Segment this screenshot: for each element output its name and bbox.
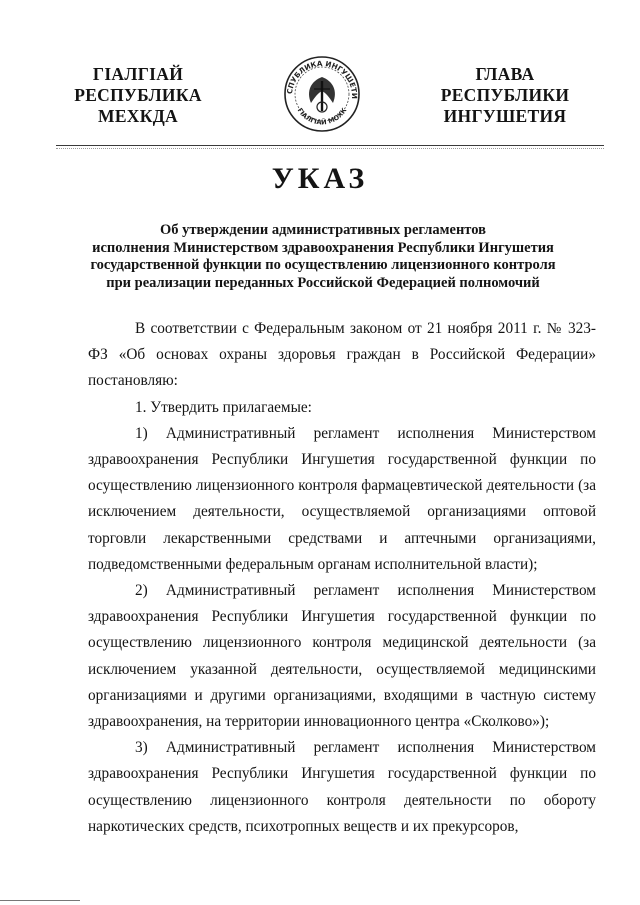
emblem-bottom-text: ГIАЛГIАЙ МОХК xyxy=(295,106,349,127)
document-title: УКАЗ xyxy=(271,162,369,195)
header-right-block xyxy=(420,64,590,127)
subitem-3-paragraph: 3) Административный регламент исполнения Министерством здравоохранения Республики Ингушетия государственной функции по осуществлению лицензионного контроля деятельности по обороту наркотических средств, психотропных веществ и их прекурсоров, xyxy=(88,739,596,835)
subitem-1-paragraph: 1) Административный регламент исполнения Министерством здравоохранения Республики Ингушетия государственной функции по осуществлению лицензионного контроля фармацевтической деятельности (за исключением деятельности, осуществляемой организациями оптовой торговли лекарственными средствами и аптечными организациями, подведомственными федеральным органам исполнительной власти); xyxy=(88,424,596,573)
subtitle-line: Об утверждении административных регламентов xyxy=(160,222,486,238)
header-right-line-2: РЕСПУБЛИКИ xyxy=(440,85,570,105)
item-1-paragraph: 1. Утвердить прилагаемые: xyxy=(135,398,312,416)
header-divider-dotted-line xyxy=(56,148,604,149)
header-divider-line xyxy=(56,145,604,146)
coat-of-arms-emblem xyxy=(281,53,363,135)
subtitle-line: при реализации переданных Российской Федерацией полномочий xyxy=(106,274,540,291)
header-right-line-3: ИНГУШЕТИЯ xyxy=(443,106,567,126)
header-left-line-2: РЕСПУБЛИКА xyxy=(74,85,202,105)
emblem-top-text: СПУБЛИКА ИНГУШЕТИ xyxy=(285,58,360,99)
header-left-block xyxy=(58,64,218,127)
document-subtitle xyxy=(88,222,558,292)
header-left-line-3: МЕХКДА xyxy=(98,106,178,126)
document-body xyxy=(88,316,596,840)
header-right-line-1: ГЛАВА xyxy=(475,64,535,84)
subtitle-line: государственной функции по осуществлению лицензионного контроля xyxy=(90,257,556,273)
subtitle-line: исполнения Министерством здравоохранения Республики Ингушетия xyxy=(92,239,554,256)
preamble-paragraph: В соответствии с Федеральным законом от 21 ноября 2011 г. № 323-ФЗ «Об основах охраны здоровья граждан в Российской Федерации» постановляю: xyxy=(88,320,596,390)
scan-edge-mark xyxy=(0,900,80,901)
header-left-line-1: ГIАЛГIАЙ xyxy=(92,64,184,84)
subitem-2-paragraph: 2) Административный регламент исполнения Министерством здравоохранения Республики Ингушетия государственной функции по осуществлению лицензионного контроля медицинской деятельности (за исключением указанной деятельности, осуществляемой медицинскими организациями и другими организациями, входящими в частную систему здравоохранения, на территории инновационного центра «Сколково»); xyxy=(88,582,596,731)
